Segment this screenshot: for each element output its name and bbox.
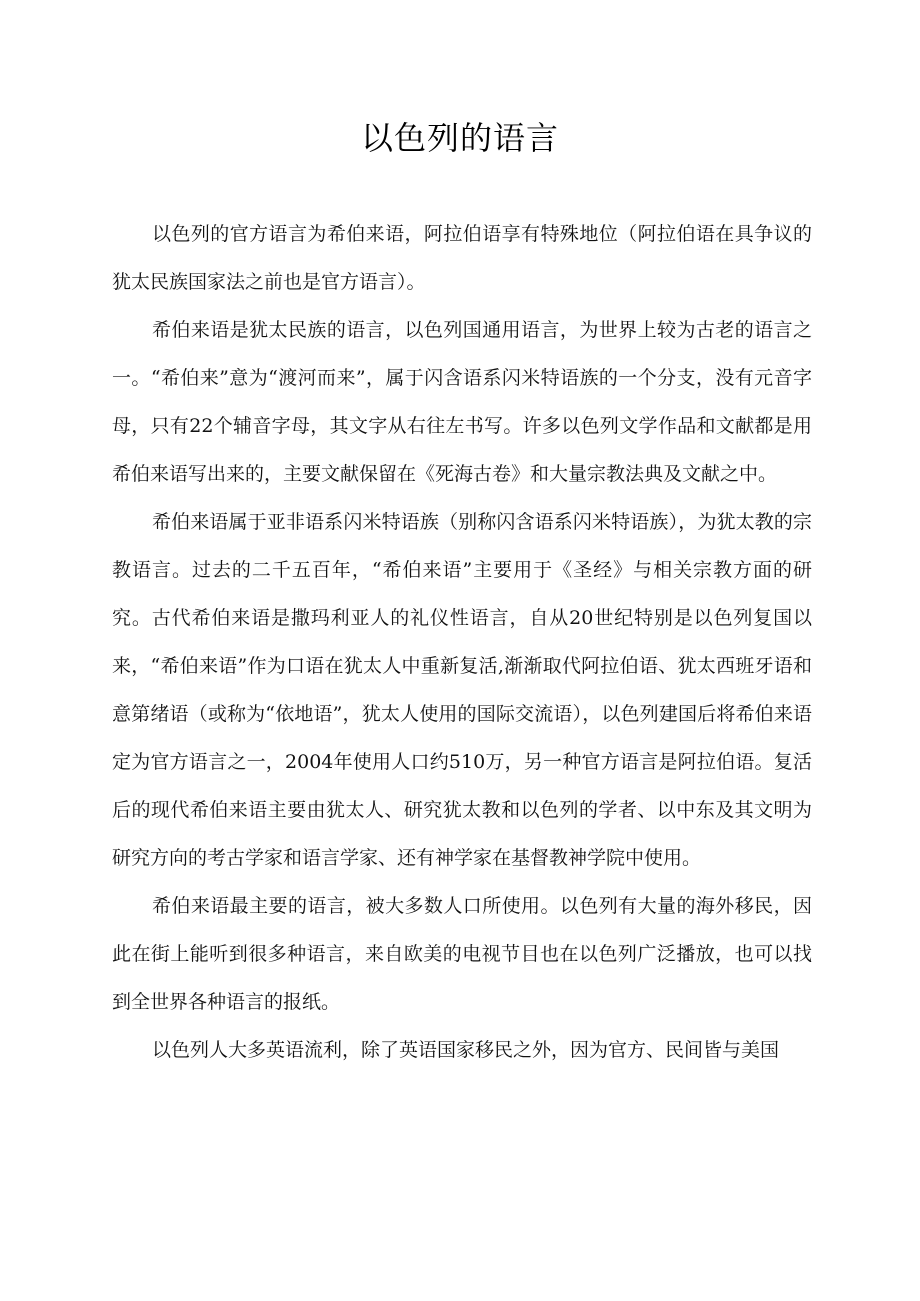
paragraph: 以色列的官方语言为希伯来语，阿拉伯语享有特殊地位（阿拉伯语在具争议的犹太民族国家法之前也是官方语言）。 (112, 223, 812, 293)
paragraph: 希伯来语是犹太民族的语言，以色列国通用语言，为世界上较为古老的语言之一。“希伯来”意为“渡河而来”，属于闪含语系闪米特语族的一个分支，没有元音字母，只有22个辅音字母，其文字从右往左书写。许多以色列文学作品和文献都是用希伯来语写出来的，主要文献保留在《死海古卷》和大量宗教法典及文献之中。 (112, 319, 812, 485)
page-title: 以色列的语言 (360, 119, 559, 157)
paragraph: 希伯来语属于亚非语系闪米特语族（别称闪含语系闪米特语族），为犹太教的宗教语言。过去的二千五百年，“希伯来语”主要用于《圣经》与相关宗教方面的研究。古代希伯来语是撒玛利亚人的礼仪性语言，自从20世纪特别是以色列复国以来，“希伯来语”作为口语在犹太人中重新复活,渐渐取代阿拉伯语、犹太西班牙语和意第绪语（或称为“依地语”，犹太人使用的国际交流语），以色列建国后将希伯来语定为官方语言之一，2004年使用人口约510万，另一种官方语言是阿拉伯语。复活后的现代希伯来语主要由犹太人、研究犹太教和以色列的学者、以中东及其文明为研究方向的考古学家和语言学家、还有神学家在基督教神学院中使用。 (112, 511, 812, 869)
document-body (112, 210, 812, 1074)
paragraph: 希伯来语最主要的语言，被大多数人口所使用。以色列有大量的海外移民，因此在街上能听到很多种语言，来自欧美的电视节目也在以色列广泛播放，也可以找到全世界各种语言的报纸。 (112, 895, 812, 1013)
paragraph: 以色列人大多英语流利，除了英语国家移民之外，因为官方、民间皆与美国 (152, 1039, 780, 1061)
